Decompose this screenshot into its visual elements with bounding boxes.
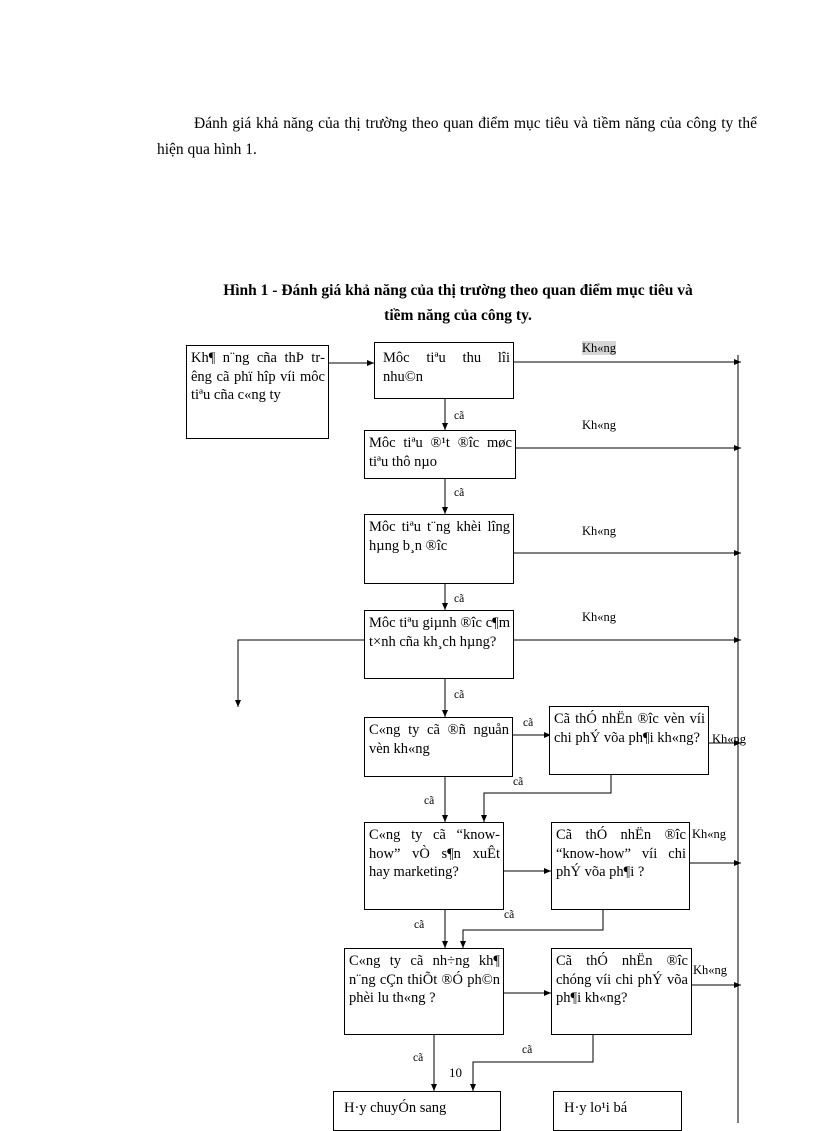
arrow-q7b-back [473,1035,593,1091]
figure-caption-line2: tiềm năng của công ty. [384,307,532,324]
node-q5b: Cã thÓ nhËn ®îc vèn víi chi phÝ võa ph¶i kh«ng? [549,706,709,775]
page-number: 10 [449,1065,462,1080]
node-start: Kh¶ n¨ng cña thÞ trêng cã phï hîp víi môc tiªu cña c«ng ty [186,345,329,439]
label-no-q4: Kh«ng [582,610,617,624]
arrow-q6b-back [463,910,603,948]
label-yes-q5b-back: cã [513,776,524,788]
label-yes-q1: cã [454,410,465,422]
label-no-q3: Kh«ng [582,524,617,538]
label-yes-q2: cã [454,487,465,499]
node-q1: Môc tiªu thu lîi nhu©n [374,342,514,399]
arrow-q5b-back [484,775,611,822]
node-end-no: H·y lo¹i bá [553,1091,682,1131]
label-no-q2: Kh«ng [582,418,617,432]
label-yes-q5: cã [424,795,435,807]
node-q2: Môc tiªu ®¹t ®îc møc tiªu thô nµo [364,430,516,479]
label-yes-q7: cã [413,1052,424,1064]
label-no-q5b: Kh«ng [712,732,747,746]
label-yes-q3: cã [454,593,465,605]
label-yes-q7b-back: cã [522,1044,533,1056]
node-q6b: Cã thÓ nhËn ®îc “know-how” víi chi phÝ võa ph¶i ? [551,822,690,910]
figure-caption-line1: Hình 1 - Đánh giá khả năng của thị trường theo quan điểm mục tiêu và [223,282,693,299]
node-q6: C«ng ty cã “know-how” vÒ s¶n xuÊt hay marketing? [364,822,504,910]
label-yes-q5-side: cã [523,717,534,729]
node-end-yes: H·y chuyÓn sang [333,1091,501,1131]
label-no-q7b: Kh«ng [693,963,728,977]
arrow-q4-left [238,640,366,707]
node-q5: C«ng ty cã ®ñ nguån vèn kh«ng [364,717,513,777]
node-q4: Môc tiªu giµnh ®îc c¶m t×nh cña kh¸ch hµng? [364,610,514,679]
label-yes-q6b-back: cã [504,909,515,921]
node-q3: Môc tiªu t¨ng khèi lîng hµng b¸n ®îc [364,514,514,584]
label-no-q1: Kh«ng [582,341,617,355]
label-yes-q4: cã [454,689,465,701]
intro-paragraph: Đánh giá khả năng của thị trường theo quan điểm mục tiêu và tiềm năng của công ty thể hiện qua hình 1. [157,115,757,158]
node-q7b: Cã thÓ nhËn ®îc chóng víi chi phÝ võa ph¶i kh«ng? [551,948,692,1035]
label-no-q6b: Kh«ng [692,827,727,841]
label-yes-q6: cã [414,919,425,931]
node-q7: C«ng ty cã nh÷ng kh¶ n¨ng cÇn thiÕt ®Ó ph©n phèi lu th«ng ? [344,948,504,1035]
